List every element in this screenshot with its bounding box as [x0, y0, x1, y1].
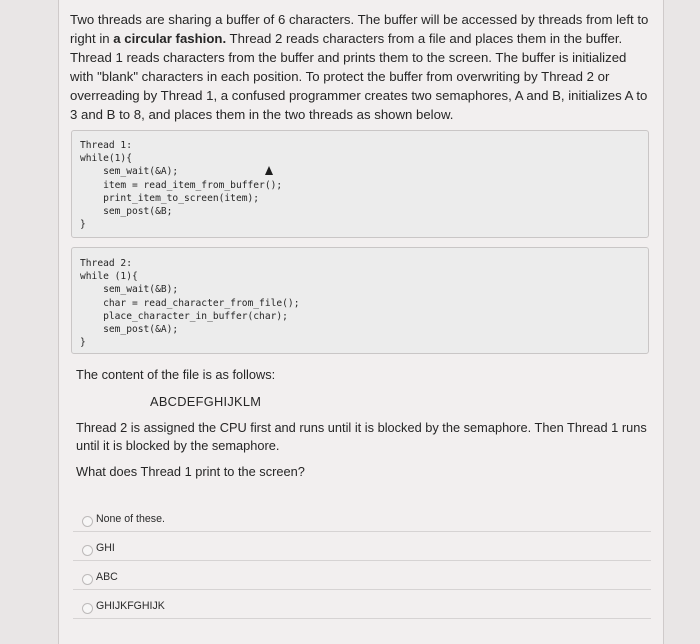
question-intro: Two threads are sharing a buffer of 6 characters. The buffer will be accessed by threads from left to right in [70, 12, 649, 46]
thread1-code-block [71, 130, 649, 238]
thread2-code: Thread 2: while (1){ sem_wait(&B); char = read_character_from_file(); place_character_in_buffer(char); sem_post(&A); } [80, 258, 300, 349]
question-body: Thread 2 reads characters from a file and places them in the buffer. Thread 1 reads characters from the buffer and prints them to the screen. The buffer is initialized with "blank" characters in each position. To protect the buffer from overwriting by Thread 2 or overreading by Thread 1, a confused programmer creates two semaphores, A and B, initializes A to 3 and B to 8, and places them in the two threads as shown below. [70, 31, 648, 122]
question-prompt: What does Thread 1 print to the screen? [76, 464, 305, 479]
answer-option-label: ABC [96, 571, 118, 583]
answer-option[interactable] [73, 532, 651, 561]
answer-option-label: None of these. [96, 513, 165, 525]
file-content-value: ABCDEFGHIJKLM [150, 394, 262, 409]
question-emphasis: a circular fashion. [113, 31, 227, 46]
thread2-code-block [71, 247, 649, 354]
radio-button-icon[interactable] [82, 574, 93, 585]
radio-button-icon[interactable] [82, 545, 93, 556]
scenario-text: Thread 2 is assigned the CPU first and runs until it is blocked by the semaphore. Then Thread 1 runs until it is blocked by the semaphore. [76, 420, 647, 453]
answer-option[interactable] [73, 503, 651, 532]
answer-option-label: GHI [96, 542, 115, 554]
thread1-code: Thread 1: while(1){ sem_wait(&A); item = read_item_from_buffer(); print_item_to_screen(item); sem_post(&B; } [80, 140, 283, 231]
radio-button-icon[interactable] [82, 516, 93, 527]
answer-option-label: GHIJKFGHIJK [96, 600, 165, 612]
radio-button-icon[interactable] [82, 603, 93, 614]
question-text [70, 10, 650, 124]
answer-options [73, 503, 651, 619]
answer-option[interactable] [73, 561, 651, 590]
mouse-cursor-icon [265, 166, 273, 175]
answer-option[interactable] [73, 590, 651, 619]
file-content-label: The content of the file is as follows: [76, 367, 276, 382]
